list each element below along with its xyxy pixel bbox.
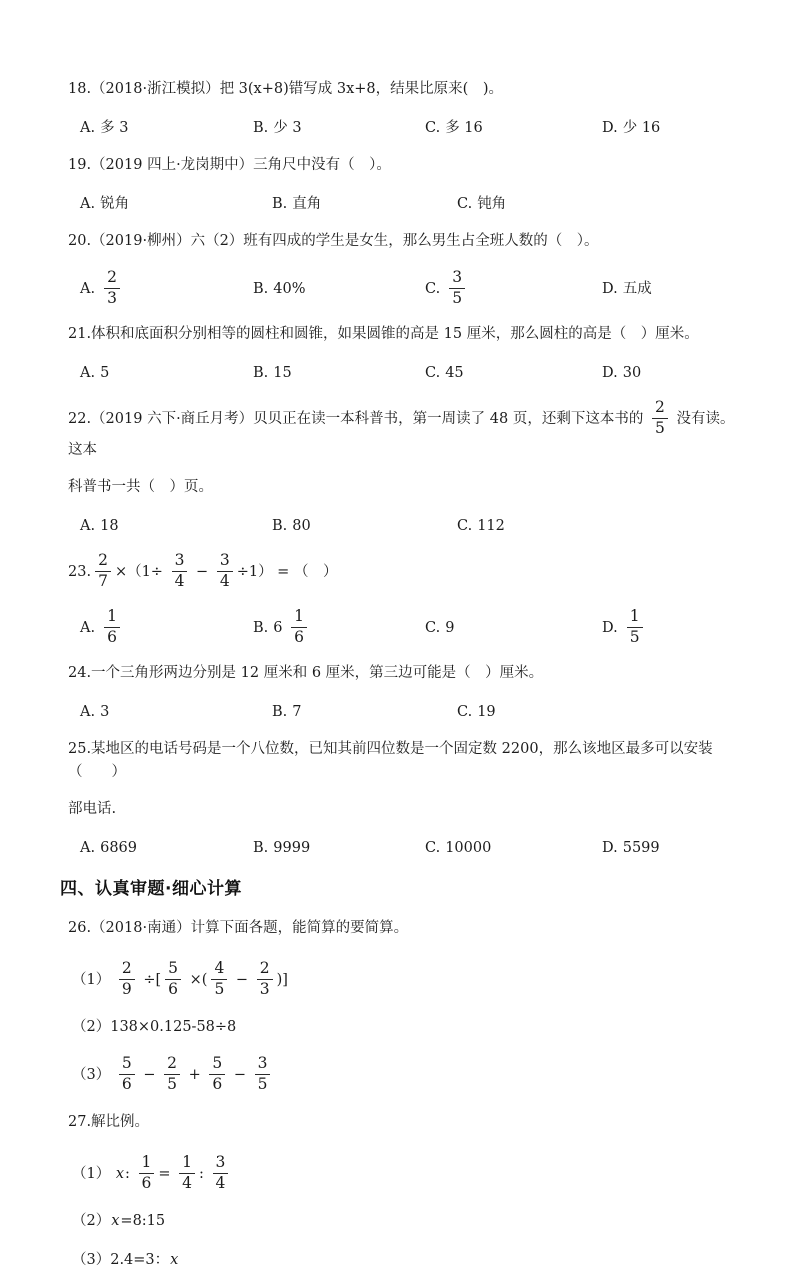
option-label: C.	[425, 281, 441, 297]
fraction-denominator: 5	[164, 1074, 180, 1093]
text-run: 5	[100, 365, 110, 381]
question-21-stem	[68, 323, 735, 346]
question-22-options	[80, 515, 735, 538]
fraction	[95, 553, 111, 589]
question-23-option-D	[602, 608, 735, 648]
text-run: 21.体积和底面积分别相等的圆柱和圆锥，如果圆锥的高是 15 厘米，那么圆柱的高是（ ）厘米。	[68, 326, 699, 342]
fraction	[291, 609, 307, 645]
fraction-numerator: 2	[98, 551, 108, 569]
fraction-numerator: 2	[121, 959, 132, 977]
option-label: D.	[602, 120, 618, 136]
text-run: ×(	[185, 972, 208, 988]
option-label: B.	[253, 365, 269, 381]
fraction	[217, 553, 233, 589]
fraction	[209, 1056, 225, 1092]
text-run: 15	[273, 365, 292, 381]
fraction	[104, 270, 120, 306]
text-run: 19	[477, 704, 496, 720]
text-run: 20.（2019·柳州）六（2）班有四成的学生是女生，那么男生占全班人数的（ ）。	[68, 233, 599, 249]
fraction-denominator: 9	[119, 979, 135, 998]
text-run: 7	[292, 704, 302, 720]
text-run: （2）138×0.125-58÷8	[72, 1019, 237, 1035]
text-run: ÷1） = （ ）	[236, 564, 338, 580]
option-label: C.	[425, 120, 441, 136]
fraction-numerator: 2	[654, 398, 665, 416]
fraction-denominator: 5	[449, 288, 465, 307]
fraction-denominator: 6	[119, 1074, 135, 1093]
option-label: A.	[80, 120, 96, 136]
text-run: （1）	[72, 972, 115, 988]
fraction	[139, 1155, 155, 1191]
option-label: C.	[425, 619, 441, 636]
fraction	[449, 270, 465, 306]
fraction-numerator: 3	[219, 551, 230, 569]
option-label: A.	[80, 518, 96, 534]
fraction-numerator: 1	[182, 1153, 193, 1171]
text-run: 9	[445, 619, 455, 636]
text-run: 80	[292, 518, 311, 534]
question-24-option-B	[272, 701, 457, 724]
question-25-stem-line2	[68, 798, 735, 821]
text-run: 直角	[292, 196, 322, 212]
text-run: −	[138, 1067, 161, 1083]
text-run: 112	[477, 518, 505, 534]
fraction-numerator: 3	[174, 551, 185, 569]
question-21-option-A	[80, 362, 253, 385]
question-21-options	[80, 362, 735, 385]
question-22-option-C	[457, 515, 735, 538]
text-run: 27.解比例。	[68, 1114, 150, 1130]
question-19-stem	[68, 154, 735, 177]
text-run: 6869	[100, 840, 137, 856]
text-run: 22.（2019 六下·商丘月考）贝贝正在读一本科普书，第一周读了 48 页，还剩下这本书的	[68, 411, 648, 427]
text-run: 部电话.	[68, 801, 117, 817]
question-27-part1	[72, 1154, 735, 1194]
fraction-denominator: 4	[172, 571, 188, 590]
fraction-numerator: 1	[294, 607, 304, 625]
text-run: 26.（2018·南通）计算下面各题，能简算的要简算。	[68, 920, 409, 936]
text-run: 3	[100, 704, 110, 720]
text-run: 45	[445, 365, 464, 381]
option-label: C.	[425, 840, 441, 856]
fraction-denominator: 6	[291, 627, 307, 646]
fraction	[172, 553, 188, 589]
text-run: 19.（2019 四上·龙岗期中）三角尺中没有（ ）。	[68, 157, 391, 173]
question-23-option-A	[80, 608, 253, 648]
fraction-denominator: 4	[217, 571, 233, 590]
question-22-option-A	[80, 515, 272, 538]
text-run: 多 16	[445, 120, 483, 136]
fraction-numerator: 3	[257, 1054, 268, 1072]
option-label: B.	[253, 120, 269, 136]
fraction	[652, 400, 668, 436]
question-23-options	[80, 608, 735, 648]
question-26-part3	[72, 1055, 735, 1095]
question-21-option-B	[253, 362, 425, 385]
text-run: =8:15	[120, 1213, 166, 1229]
fraction-denominator: 5	[627, 627, 643, 646]
option-label: B.	[253, 280, 269, 297]
fraction	[213, 1155, 229, 1191]
question-20-options	[80, 269, 735, 309]
text-run: =	[158, 1166, 176, 1182]
question-21-option-D	[602, 362, 735, 385]
question-22-stem-line2	[68, 476, 735, 499]
option-label: B.	[253, 620, 269, 636]
fraction	[165, 961, 181, 997]
question-18-options	[80, 117, 735, 140]
text-run: 没有读。这本	[68, 411, 735, 458]
question-26-stem	[68, 917, 735, 940]
question-24-stem	[68, 662, 735, 685]
option-label: A.	[80, 281, 96, 297]
question-19-option-A	[80, 193, 272, 216]
question-26-part1	[72, 960, 735, 1000]
section-heading: 四、认真审题·细心计算	[60, 879, 242, 899]
fraction-numerator: 5	[212, 1054, 223, 1072]
text-run: :	[199, 1166, 209, 1182]
fraction-numerator: 1	[107, 607, 117, 625]
text-run: 6	[273, 620, 288, 636]
text-run: 25.某地区的电话号码是一个八位数，已知其前四位数是一个固定数 2200，那么该地区最多可以安装（ ）	[68, 741, 713, 780]
text-run: 钝角	[477, 196, 507, 212]
question-18-option-A	[80, 117, 253, 140]
question-23-stem	[68, 552, 735, 592]
fraction-denominator: 6	[165, 979, 181, 998]
text-run: 24.一个三角形两边分别是 12 厘米和 6 厘米，第三边可能是（ ）厘米。	[68, 665, 544, 681]
question-24-option-A	[80, 701, 272, 724]
fraction	[179, 1155, 195, 1191]
fraction-numerator: 1	[141, 1153, 152, 1171]
question-18-option-B	[253, 117, 425, 140]
math-variable: x	[111, 1213, 120, 1229]
text-run: （3）2.4=3：	[72, 1252, 170, 1268]
text-run: （2）	[72, 1213, 111, 1229]
text-run: （3）	[72, 1067, 115, 1083]
fraction	[257, 961, 273, 997]
option-label: C.	[457, 518, 473, 534]
text-run: 18	[100, 518, 119, 534]
fraction-denominator: 3	[257, 979, 273, 998]
text-run: )]	[276, 972, 288, 988]
question-19-options	[80, 193, 735, 216]
math-variable: x	[115, 1166, 125, 1182]
fraction-denominator: 5	[652, 418, 668, 437]
option-label: B.	[272, 704, 288, 720]
text-run: −	[229, 1067, 251, 1083]
text-run: （1）	[72, 1166, 115, 1182]
math-variable: x	[170, 1252, 179, 1268]
text-run: 10000	[445, 840, 492, 856]
question-18-option-C	[425, 117, 602, 140]
fraction-denominator: 3	[104, 288, 120, 307]
text-run: +	[183, 1067, 206, 1083]
option-label: A.	[80, 365, 96, 381]
fraction-numerator: 4	[214, 959, 225, 977]
text-run: ÷[	[138, 972, 162, 988]
option-label: D.	[602, 280, 618, 297]
option-label: B.	[272, 518, 288, 534]
fraction	[255, 1056, 271, 1092]
option-label: C.	[457, 704, 473, 720]
question-27-part2	[72, 1210, 735, 1233]
text-run: 五成	[622, 280, 652, 297]
question-23-option-C	[425, 617, 602, 640]
question-24-option-C	[457, 701, 735, 724]
option-label: C.	[425, 365, 441, 381]
fraction	[104, 609, 120, 645]
question-24-options	[80, 701, 735, 724]
option-label: A.	[80, 196, 96, 212]
question-21-option-C	[425, 362, 602, 385]
text-run: −	[231, 972, 253, 988]
option-label: A.	[80, 840, 96, 856]
fraction-denominator: 6	[209, 1074, 225, 1093]
question-27-part3	[72, 1249, 735, 1272]
question-18-stem	[68, 78, 735, 101]
fraction-denominator: 7	[95, 571, 111, 590]
question-25-option-A	[80, 837, 253, 860]
question-25-option-C	[425, 837, 602, 860]
option-label: A.	[80, 620, 96, 636]
fraction-denominator: 5	[255, 1074, 271, 1093]
text-run: 多 3	[100, 120, 129, 136]
text-run: 9999	[273, 840, 311, 856]
fraction-numerator: 5	[121, 1054, 132, 1072]
question-22-stem	[68, 399, 735, 462]
option-label: B.	[253, 840, 269, 856]
fraction-denominator: 5	[211, 979, 227, 998]
option-label: A.	[80, 704, 96, 720]
question-20-stem	[68, 230, 735, 253]
option-label: D.	[602, 840, 618, 856]
question-25-option-D	[602, 837, 735, 860]
option-label: D.	[602, 365, 618, 381]
text-run: 少 3	[273, 120, 302, 136]
text-run: 18.（2018·浙江模拟）把 3(x+8)错写成 3x+8，结果比原来( )。	[68, 81, 503, 97]
fraction-denominator: 6	[104, 627, 120, 646]
option-label: B.	[272, 196, 288, 212]
fraction-numerator: 3	[452, 268, 463, 286]
text-run: 少 16	[622, 120, 661, 136]
question-26-part2	[72, 1016, 735, 1039]
fraction	[211, 961, 227, 997]
fraction-denominator: 6	[139, 1173, 155, 1192]
text-run: −	[191, 564, 213, 580]
question-25-option-B	[253, 837, 425, 860]
fraction	[164, 1056, 180, 1092]
fraction-numerator: 5	[168, 959, 179, 977]
fraction-numerator: 3	[215, 1153, 226, 1171]
fraction	[119, 1056, 135, 1092]
question-19-option-B	[272, 193, 457, 216]
question-18-option-D	[602, 117, 735, 140]
document-body	[60, 78, 735, 1272]
fraction-denominator: 4	[179, 1173, 195, 1192]
text-run: 锐角	[100, 196, 130, 212]
fraction	[627, 609, 643, 645]
text-run: ×（1÷	[114, 564, 168, 580]
question-20-option-C	[425, 269, 602, 309]
question-25-stem	[68, 738, 735, 784]
fraction	[119, 961, 135, 997]
fraction-denominator: 4	[213, 1173, 229, 1192]
text-run: :	[125, 1166, 135, 1182]
text-run: 40%	[273, 280, 306, 297]
question-25-options	[80, 837, 735, 860]
fraction-numerator: 2	[259, 959, 270, 977]
question-20-option-B	[253, 278, 425, 301]
fraction-numerator: 1	[629, 607, 640, 625]
fraction-numerator: 2	[107, 268, 117, 286]
fraction-numerator: 2	[167, 1054, 177, 1072]
option-label: D.	[602, 620, 618, 636]
text-run: 科普书一共（ ）页。	[68, 479, 213, 495]
question-20-option-D	[602, 278, 735, 301]
text-run: 30	[622, 365, 642, 381]
question-22-option-B	[272, 515, 457, 538]
question-27-stem	[68, 1111, 735, 1134]
question-20-option-A	[80, 269, 253, 309]
text-run: 5599	[622, 840, 660, 856]
question-19-option-C	[457, 193, 735, 216]
text-run: 23.	[68, 564, 92, 580]
question-23-option-B	[253, 608, 425, 648]
option-label: C.	[457, 196, 473, 212]
